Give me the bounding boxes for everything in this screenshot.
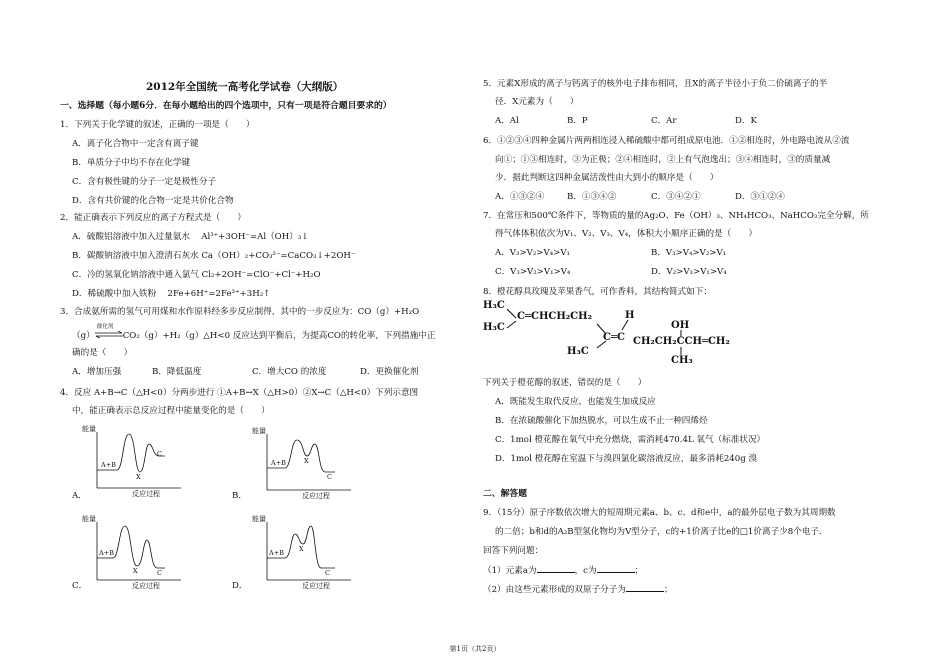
q9-part2-label: （2）由这些元素形成的双原子分子为 (483, 585, 626, 595)
q4-option-d: D． (232, 581, 248, 591)
q3-option-a: A．增加压强 (72, 367, 122, 377)
energy-diagram-d-reactant: A+B (269, 549, 284, 557)
q3-line1: 3．合成氨所需的氢气可用煤和水作原料经多步反应制得，其中的一步反应为：CO（g）+H₂O (60, 307, 420, 317)
q8-option-c: C．1mol 橙花醇在氧气中充分燃烧，需消耗470.4L 氧气（标准状况） (495, 435, 766, 445)
energy-curve-a (85, 422, 185, 498)
q4-option-b: B． (232, 491, 247, 501)
energy-diagram-d-product: C (325, 569, 330, 577)
q4-option-c: C． (72, 581, 88, 591)
energy-diagram-b (252, 424, 355, 500)
energy-diagram-c (82, 512, 185, 590)
struct-h3c-top: H₃C (483, 300, 505, 311)
energy-diagram-a (82, 422, 185, 498)
q9-blank-diatomic[interactable] (626, 583, 664, 592)
q2-option-c: C．冷的氢氧化钠溶液中通入氯气 Cl₂+2OH⁻=ClO⁻+Cl⁻+H₂O (72, 270, 321, 280)
q7-line1: 7．在常压和500℃条件下，等物质的量的Ag₂O、Fe（OH）₃、NH₄HCO₃、NaHCO₃完全分解，所 (483, 211, 869, 221)
energy-diagram-b-xlabel: 反应过程 (302, 492, 330, 500)
q3-option-d: D．更换催化剂 (360, 367, 419, 377)
q6-line1: 6．①②③④四种金属片两两相连浸入稀硫酸中都可组成原电池．①②相连时，外电路电流从②流 (483, 136, 850, 146)
energy-diagram-a-xlabel: 反应过程 (132, 490, 160, 498)
energy-diagram-c-intermediate: X (133, 567, 138, 575)
struct-h3c-bottom: H₃C (567, 346, 589, 357)
energy-diagram-c-xlabel: 反应过程 (132, 582, 160, 590)
q6-option-a: A．①③②④ (495, 192, 545, 202)
q5-option-c: C．Ar (651, 116, 677, 126)
q1-option-a: A．离子化合物中一定含有离子键 (72, 139, 199, 149)
q5-line1: 5．元素X形成的离子与钙离子的核外电子排布相同，且X的离子半径小于负二价硫离子的半 (483, 79, 828, 89)
q6-option-b: B．①③④② (567, 192, 617, 202)
q9-line3: 回答下列问题： (483, 546, 544, 556)
q3-option-c: C．增大CO 的浓度 (252, 367, 327, 377)
q5-option-b: B．P (567, 116, 588, 126)
q7-line2: 得气体体积依次为V₁、V₂、V₃、V₄，体积大小顺序正确的是（ ） (495, 229, 758, 239)
q3-line2-end: CO₂（g）+H₂（g）△H<0 反应达到平衡后，为提高CO的转化率，下列措施中正 (122, 331, 436, 341)
struct-oh: OH (671, 320, 690, 331)
q9-blank-a[interactable] (537, 564, 575, 573)
q8-line2: 下列关于橙花醇的叙述，错误的是（ ） (483, 378, 647, 388)
q5-option-d: D．K (735, 116, 757, 126)
q3-option-b: B．降低温度 (152, 367, 202, 377)
q9-part1-label-c: ，c为 (574, 566, 597, 576)
q2-stem: 2．能正确表示下列反应的离子方程式是（ ） (60, 213, 246, 223)
q4-line1: 4．反应 A+B→C（△H<0）分两步进行 ①A+B→X（△H>0）②X→C（△H<0）下列示意图 (60, 388, 419, 398)
q6-line2: 向①；①③相连时，③为正极；②④相连时，②上有气泡逸出；③④相连时，③的质量减 (495, 155, 831, 165)
q8-structural-formula (483, 300, 783, 372)
q9-part1-end: ； (634, 566, 644, 576)
energy-diagram-a-product: C (157, 450, 162, 458)
q9-part1-label-a: （1）元素a为 (483, 566, 537, 576)
section-answer-heading: 二、解答题 (483, 489, 527, 499)
q3-line2 (72, 324, 436, 342)
q9-blank-c[interactable] (597, 564, 635, 573)
q8-option-d: D．1mol 橙花醇在室温下与溴四氯化碳溶液反应，最多消耗240g 溴 (495, 454, 758, 464)
struct-h3c-mid: H₃C (483, 322, 505, 333)
q4-option-a: A． (72, 491, 87, 501)
energy-diagram-b-product: C (327, 473, 332, 481)
q8-option-a: A．既能发生取代反应，也能发生加成反应 (495, 397, 656, 407)
q2-option-b: B．碳酸钠溶液中加入澄清石灰水 Ca（OH）₂+CO₃²⁻=CaCO₃↓+2OH⁻ (72, 251, 356, 261)
section-choice-heading: 一、选择题（每小题6分．在每小题给出的四个选项中，只有一项是符合题目要求的） (60, 101, 392, 111)
energy-diagram-d-xlabel: 反应过程 (302, 582, 330, 590)
equilibrium-arrow-icon (95, 331, 123, 339)
energy-diagram-d-intermediate: X (299, 545, 304, 553)
q8-option-b: B．在浓硫酸催化下加热脱水，可以生成不止一种四烯烃 (495, 416, 708, 426)
q2-option-d: D．稀硫酸中加入铁粉 2Fe+6H⁺=2Fe³⁺+3H₂↑ (72, 289, 271, 299)
q3-catalyst-arrow (95, 324, 123, 338)
q7-option-c: C．V₃>V₂>V₁>V₄ (495, 267, 571, 277)
page-title: 2012年全国统一高考化学试卷（大纲版） (146, 81, 344, 93)
energy-diagram-c-ylabel: 能量 (82, 515, 96, 523)
energy-diagram-d (252, 512, 355, 590)
q3-line3: 确的是（ ） (72, 348, 133, 358)
q1-stem: 1．下列关于化学键的叙述，正确的一项是（ ） (60, 120, 255, 130)
q6-option-c: C．③④②① (651, 192, 701, 202)
q9-part2-end: ； (663, 585, 673, 595)
q2-option-a: A．硫酸铝溶液中加入过量氨水 Al³⁺+3OH⁻=Al（OH）₃↓ (72, 232, 309, 242)
q9-line1: 9．（15分）原子序数依次增大的短周期元素a、b、c、d和e中，a的最外层电子数为其周期数 (483, 508, 836, 518)
struct-h: H (625, 310, 635, 321)
q5-line2: 径．X元素为（ ） (495, 97, 579, 107)
q6-option-d: D．③①②④ (735, 192, 785, 202)
q5-option-a: A．Al (495, 116, 519, 126)
struct-chain-1: C═CHCH₂CH₂ (517, 311, 592, 322)
energy-diagram-a-reactant: A+B (101, 461, 116, 469)
energy-diagram-d-ylabel: 能量 (252, 515, 266, 523)
q3-catalyst-label: 催化剂 (96, 324, 114, 330)
energy-diagram-a-intermediate: X (136, 473, 141, 481)
q9-part1 (483, 564, 643, 577)
q9-part2 (483, 583, 673, 596)
energy-diagram-c-product: C (157, 569, 162, 577)
q1-option-d: D．含有共价键的化合物一定是共价化合物 (72, 196, 234, 206)
energy-diagram-b-reactant: A+B (271, 459, 286, 467)
q8-line1: 8．橙花醇具玫瑰及苹果香气，可作香料，其结构简式如下： (483, 287, 712, 297)
q9-line2: 的二倍；b和d的A₂B型氢化物均为V型分子，c的+1价离子比e的□1价离子少8个电子． (495, 527, 828, 537)
q7-option-a: A．V₃>V₂>V₄>V₁ (495, 248, 571, 258)
energy-diagram-b-intermediate: X (304, 457, 309, 465)
q6-line3: 少．据此判断这四种金属活泼性由大到小的顺序是（ ） (495, 173, 719, 183)
q1-option-b: B．单质分子中均不存在化学键 (72, 158, 191, 168)
q3-line2-start: （g） (72, 331, 95, 341)
struct-ch3: CH₃ (671, 355, 693, 366)
struct-cc-double: C═C (603, 332, 625, 343)
q7-option-b: B．V₃>V₄>V₂>V₁ (651, 248, 727, 258)
energy-diagram-c-reactant: A+B (99, 549, 114, 557)
energy-diagram-b-ylabel: 能量 (252, 427, 266, 435)
q1-option-c: C．含有极性键的分子一定是极性分子 (72, 177, 217, 187)
q7-option-d: D．V₂>V₃>V₁>V₄ (651, 267, 727, 277)
page-footer: 第1页（共2页） (449, 645, 501, 653)
q4-line2: 中，能正确表示总反应过程中能量变化的是（ ） (72, 406, 270, 416)
struct-chain-2: CH₂CH₂CCH═CH₂ (633, 336, 730, 347)
energy-diagram-a-ylabel: 能量 (82, 425, 96, 433)
